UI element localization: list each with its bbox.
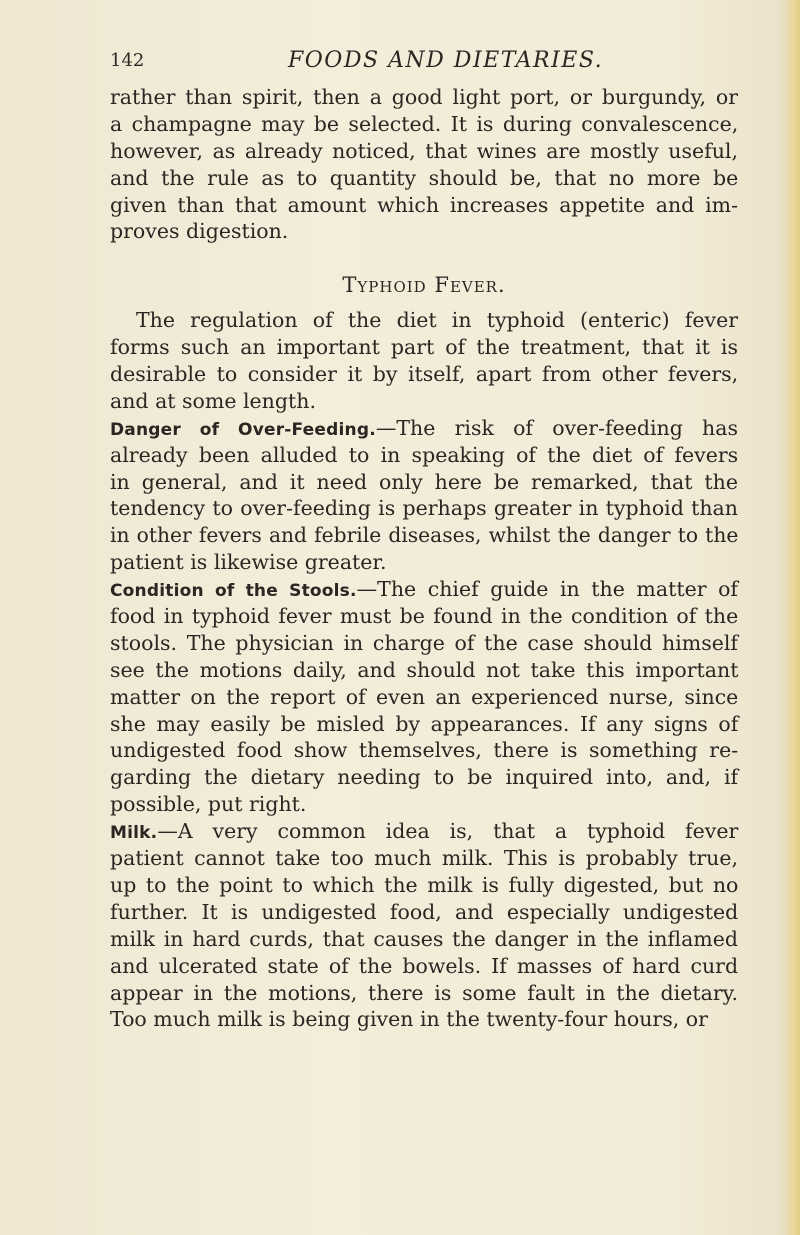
text-line: she may easily be misled by appearances. If any signs of [110, 711, 739, 736]
text-line: and ulcerated state of the bowels. If masses of hard curd [110, 953, 739, 978]
text-line: patient is likewise greater. [110, 550, 387, 575]
text-line: undigested food show themselves, there is something re- [110, 738, 739, 763]
text-line: rather than spirit, then a good light port, or burgundy, or [110, 85, 738, 109]
text-line: The regulation of the diet in typhoid (enteric) fever [136, 308, 738, 333]
text-line: in other fevers and febrile diseases, whilst the danger to the [110, 523, 739, 548]
text-line: stools. The physician in charge of the case should himself [110, 630, 738, 655]
text-line: proves digestion. [110, 219, 289, 244]
text-line: and at some length. [110, 388, 316, 413]
text-line: tendency to over-feeding is perhaps greater in typhoid than [110, 496, 738, 521]
text-line: garding the dietary needing to be inquired into, and, if [110, 765, 739, 790]
text-line: matter on the report of even an experienced nurse, since [110, 684, 739, 709]
text-line: Too much milk is being given in the twenty-four hours, or [110, 1007, 708, 1032]
text-line: a champagne may be selected. It is during convalescence, [110, 111, 739, 136]
text-line: already been alluded to in speaking of the diet of fevers [110, 442, 739, 467]
text-line: possible, put right. [110, 792, 307, 817]
text-line: further. It is undigested food, and especially undigested [110, 899, 739, 924]
page-edge [786, 0, 800, 1235]
runin-heading: Danger of Over-Feeding. [110, 419, 376, 440]
text-line: Condition of the Stools.—The chief guide in the matter of [110, 577, 738, 602]
section-heading: Typhoid Fever. [342, 273, 506, 298]
text-line: appear in the motions, there is some fault in the dietary. [110, 980, 738, 1005]
text-line: milk in hard curds, that causes the danger in the inflamed [110, 926, 738, 951]
text-line: Danger of Over-Feeding.—The risk of over-feeding has [110, 415, 738, 440]
text-line: desirable to consider it by itself, apart from other fevers, [110, 362, 739, 387]
page-number: 142 [110, 50, 145, 71]
running-head: FOODS AND DIETARIES. [288, 48, 604, 73]
text-line: given than that amount which increases appetite and im- [110, 192, 738, 217]
body-text [110, 84, 738, 1033]
text-line: up to the point to which the milk is fully digested, but no [110, 872, 739, 897]
text-line: forms such an important part of the treatment, that it is [110, 335, 738, 360]
text-line: Milk.—A very common idea is, that a typhoid fever [110, 819, 739, 844]
text-line: in general, and it need only here be remarked, that the [110, 469, 738, 494]
text-line: patient cannot take too much milk. This is probably true, [110, 846, 738, 871]
page-header [110, 48, 740, 78]
text-line: food in typhoid fever must be found in the condition of the [110, 604, 739, 629]
runin-heading: Condition of the Stools. [110, 581, 357, 602]
text-line: see the motions daily, and should not take this important [110, 657, 739, 682]
runin-heading: Milk. [110, 823, 158, 844]
text-line: however, as already noticed, that wines are mostly useful, [110, 138, 738, 163]
text-line: and the rule as to quantity should be, that no more be [110, 165, 739, 190]
